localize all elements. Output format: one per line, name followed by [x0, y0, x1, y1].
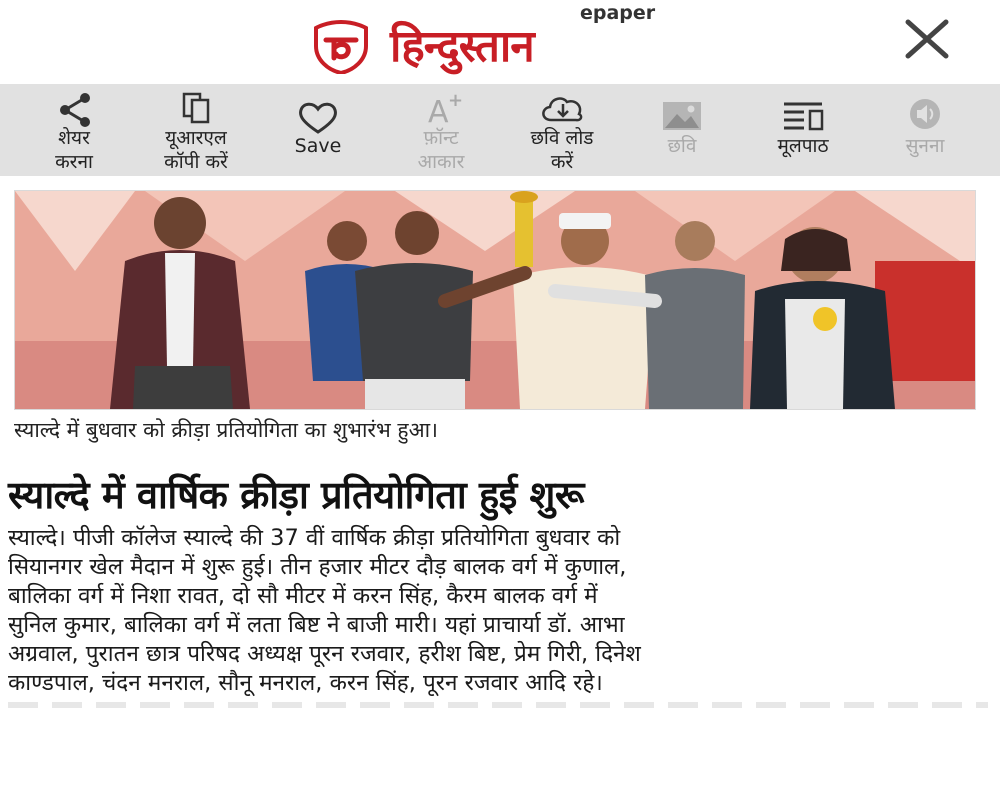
article-body-line: अग्रवाल, पुरातन छात्र परिषद अध्यक्ष पूरन रजवार, हरीश बिष्ट, प्रेम गिरी, दिनेश [8, 641, 641, 667]
action-toolbar [0, 84, 1000, 176]
speaker-icon [898, 96, 952, 136]
share-label-1: शेयर [58, 127, 90, 149]
save-button[interactable] [270, 84, 366, 176]
download-image-label-2: करें [550, 151, 574, 173]
article-body-line: काण्डपाल, चंदन मनराल, सौनू मनराल, करन सिंह, पूरन रजवार आदि रहे। [8, 670, 603, 696]
text-view-button[interactable] [748, 84, 858, 176]
copy-url-label-1: यूआरएल [165, 127, 227, 149]
epaper-label: epaper [580, 2, 656, 24]
article-photo [14, 190, 976, 410]
logo-shield-icon [312, 20, 370, 74]
listen-label: सुनना [905, 135, 945, 157]
image-button[interactable] [644, 84, 720, 176]
font-size-label-2: आकार [417, 151, 465, 173]
article-headline: स्याल्दे में वार्षिक क्रीड़ा प्रतियोगिता हुई शुरू [8, 473, 584, 517]
download-icon [535, 90, 589, 130]
copy-url-button[interactable] [132, 84, 260, 176]
save-label: Save [294, 135, 342, 157]
font-size-icon [414, 90, 468, 130]
share-button[interactable] [22, 84, 126, 176]
font-size-button[interactable] [386, 84, 496, 176]
hindustan-logo [312, 2, 692, 78]
copy-icon [169, 90, 223, 130]
listen-button[interactable] [880, 84, 970, 176]
svg-text:+: + [448, 90, 464, 111]
heart-icon [291, 98, 345, 138]
text-view-label: मूलपाठ [777, 135, 829, 157]
image-label: छवि [667, 135, 697, 157]
font-size-label-1: फ़ॉन्ट [423, 127, 459, 149]
clipped-text-edge [8, 702, 988, 708]
article-body-line: सियानगर खेल मैदान में शुरू हुई। तीन हजार मीटर दौड़ बालक वर्ग में कुणाल, [8, 554, 627, 580]
close-icon[interactable] [898, 14, 956, 64]
download-image-button[interactable] [504, 84, 620, 176]
article-body-line: बालिका वर्ग में निशा रावत, दो सौ मीटर में करन सिंह, कैरम बालक वर्ग में [8, 583, 598, 609]
svg-text:A: A [428, 95, 449, 130]
download-image-label-1: छवि लोड [530, 127, 594, 149]
article-body-line: स्याल्दे। पीजी कॉलेज स्याल्दे की 37 वीं वार्षिक क्रीड़ा प्रतियोगिता बुधवार को [8, 525, 621, 551]
text-icon [776, 98, 830, 138]
share-label-2: करना [55, 151, 93, 173]
copy-url-label-2: कॉपी करें [164, 151, 228, 173]
article-body [8, 524, 988, 698]
logo-text: हिन्दुस्तान [390, 21, 534, 72]
photo-caption: स्याल्दे में बुधवार को क्रीड़ा प्रतियोगिता का शुभारंभ हुआ। [14, 418, 438, 442]
article-body-line: सुनिल कुमार, बालिका वर्ग में लता बिष्ट ने बाजी मारी। यहां प्राचार्या डॉ. आभा [8, 612, 625, 638]
app-header [0, 0, 1000, 84]
image-icon [655, 98, 709, 138]
share-icon [47, 90, 101, 130]
article-photo-image [15, 191, 975, 409]
